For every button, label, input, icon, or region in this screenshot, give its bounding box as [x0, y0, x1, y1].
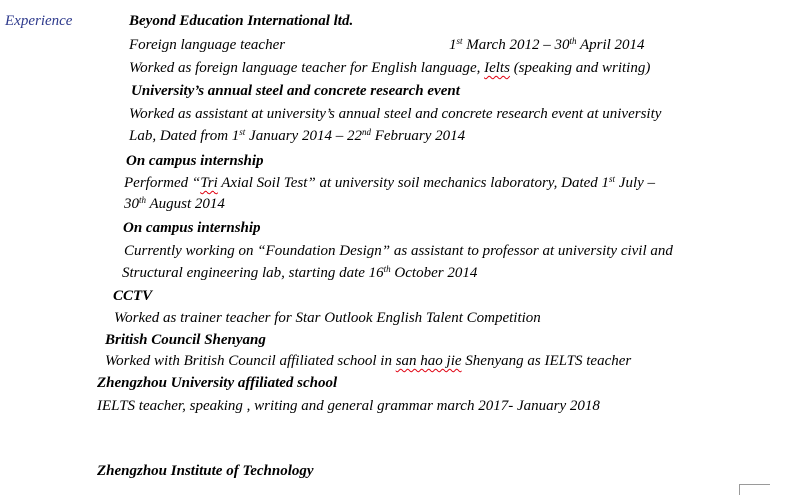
org-zhengzhou-university-school: Zhengzhou University affiliated school: [97, 375, 338, 391]
section-label-experience: Experience: [5, 13, 73, 29]
desc-british-council: Worked with British Council affiliated school in san hao jie Shenyang as IELTS teacher: [105, 353, 632, 369]
page-corner-marker: [739, 484, 770, 495]
spellcheck-word[interactable]: san hao jie: [395, 353, 462, 369]
desc-zhengzhou-university-school: IELTS teacher, speaking , writing and general grammar march 2017- January 2018: [97, 398, 600, 414]
desc-internship2-line2: Structural engineering lab, starting date 16th October 2014: [122, 264, 478, 281]
desc-steel-concrete-line1: Worked as assistant at university’s annual steel and concrete research event at university: [129, 106, 662, 122]
desc-steel-concrete-line2: Lab, Dated from 1st January 2014 – 22nd February 2014: [129, 127, 466, 144]
spellcheck-word[interactable]: Tri: [200, 175, 218, 191]
org-zhengzhou-institute: Zhengzhou Institute of Technology: [97, 463, 314, 479]
role-foreign-language-teacher: Foreign language teacher: [129, 37, 286, 53]
org-beyond-education: Beyond Education International ltd.: [129, 13, 354, 29]
org-cctv: CCTV: [113, 288, 153, 304]
desc-internship1-line1: Performed “Tri Axial Soil Test” at university soil mechanics laboratory, Dated 1st July –: [124, 174, 656, 191]
desc-cctv: Worked as trainer teacher for Star Outlook English Talent Competition: [114, 310, 541, 326]
org-british-council: British Council Shenyang: [105, 332, 266, 348]
org-steel-concrete-event: University’s annual steel and concrete research event: [131, 83, 460, 99]
org-on-campus-internship-2: On campus internship: [123, 220, 261, 236]
dates-beyond-education: 1st March 2012 – 30th April 2014: [449, 36, 645, 53]
desc-internship1-line2: 30th August 2014: [124, 195, 225, 212]
desc-beyond-education: Worked as foreign language teacher for English language, Ielts (speaking and writing): [129, 60, 651, 76]
desc-internship2-line1: Currently working on “Foundation Design” as assistant to professor at university civil and: [124, 243, 673, 259]
spellcheck-word[interactable]: Ielts: [484, 60, 510, 76]
org-on-campus-internship-1: On campus internship: [126, 153, 264, 169]
